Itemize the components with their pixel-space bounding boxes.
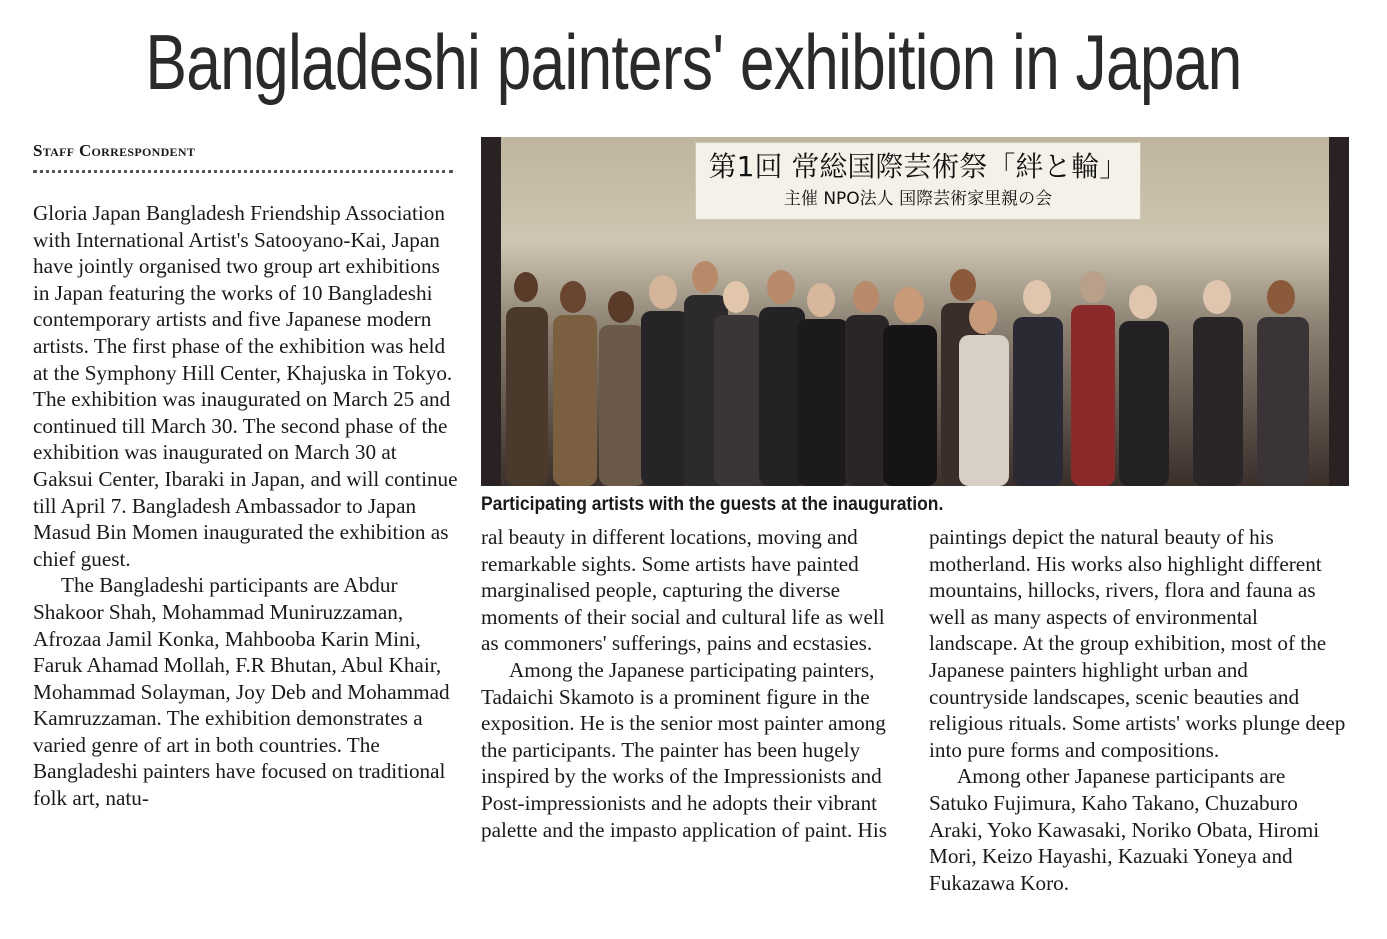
paragraph: paintings depict the natural beauty of his motherland. His works also highlight different mountains, hillocks, rivers, flora and fauna as well as many aspects of environmental landscape. At the group exhibition, most of the Japanese painters highlight urban and countryside landscapes, scenic beauties and religious rituals. Some artists' works plunge deep into pure forms and compositions. [929,525,1346,762]
paragraph: Among other Japanese participants are Satuko Fujimura, Kaho Takano, Chuzaburo Araki, Yoko Kawasaki, Noriko Obata, Hiromi Mori, Keizo Hayashi, Kazuaki Yoneya and Fukazawa Koro. [929,764,1320,895]
paragraph: Among the Japanese participating painters, Tadaichi Skamoto is a prominent figure in the exposition. He is the senior most painter among the participants. The painter has been hugely inspired by the works of the Impressionists and Post-impressionists and he adopts their vibrant palette and the impasto application of paint. His [481,657,887,842]
event-photo [481,137,1349,486]
paragraph: The Bangladeshi participants are Abdur Shakoor Shah, Mohammad Muniruzzaman, Afrozaa Jamil Konka, Mahbooba Karin Mini, Faruk Ahamad Mollah, F.R Bhutan, Abul Khair, Mohammad Solayman, Joy Deb and Mohammad Kamruzzaman. The exhibition demonstrates a varied genre of art in both countries. The Bangladeshi painters have focused on traditional folk art, natu- [33,573,450,811]
article-column-3 [929,524,1349,896]
article-column-2 [481,524,901,843]
article-column-1 [33,200,458,812]
byline-divider [33,170,453,173]
paragraph: Gloria Japan Bangladesh Friendship Association with International Artist's Satooyano-Kai, Japan have jointly organised two group art exhibitions in Japan featuring the works of 10 Bangladeshi contemporary artists and five Japanese modern artists. The first phase of the exhibition was held at the Symphony Hill Center, Khajuska in Tokyo. The exhibition was inaugurated on March 25 and continued till March 30. The second phase of the exhibition was inaugurated on March 30 at Gaksui Center, Ibaraki in Japan, and will continue till April 7. Bangladesh Ambassador to Japan Masud Bin Momen inaugurated the exhibition as chief guest. [33,201,458,571]
banner-subtitle: 主催 NPO法人 国際芸術家里親の会 [783,189,1053,209]
photo-banner [695,142,1141,220]
article-headline: Bangladeshi painters' exhibition in Japan [145,18,1242,106]
paragraph: ral beauty in different locations, moving and remarkable sights. Some artists have painted marginalised people, capturing the diverse moments of their social and cultural life as well as commoners' sufferings, pains and ecstasies. [481,525,885,656]
banner-title: 第1回 常総国際芸術祭「絆と輪」 [708,150,1128,183]
byline: Staff Correspondent [33,141,196,160]
photo-caption: Participating artists with the guests at the inauguration. [481,494,944,515]
